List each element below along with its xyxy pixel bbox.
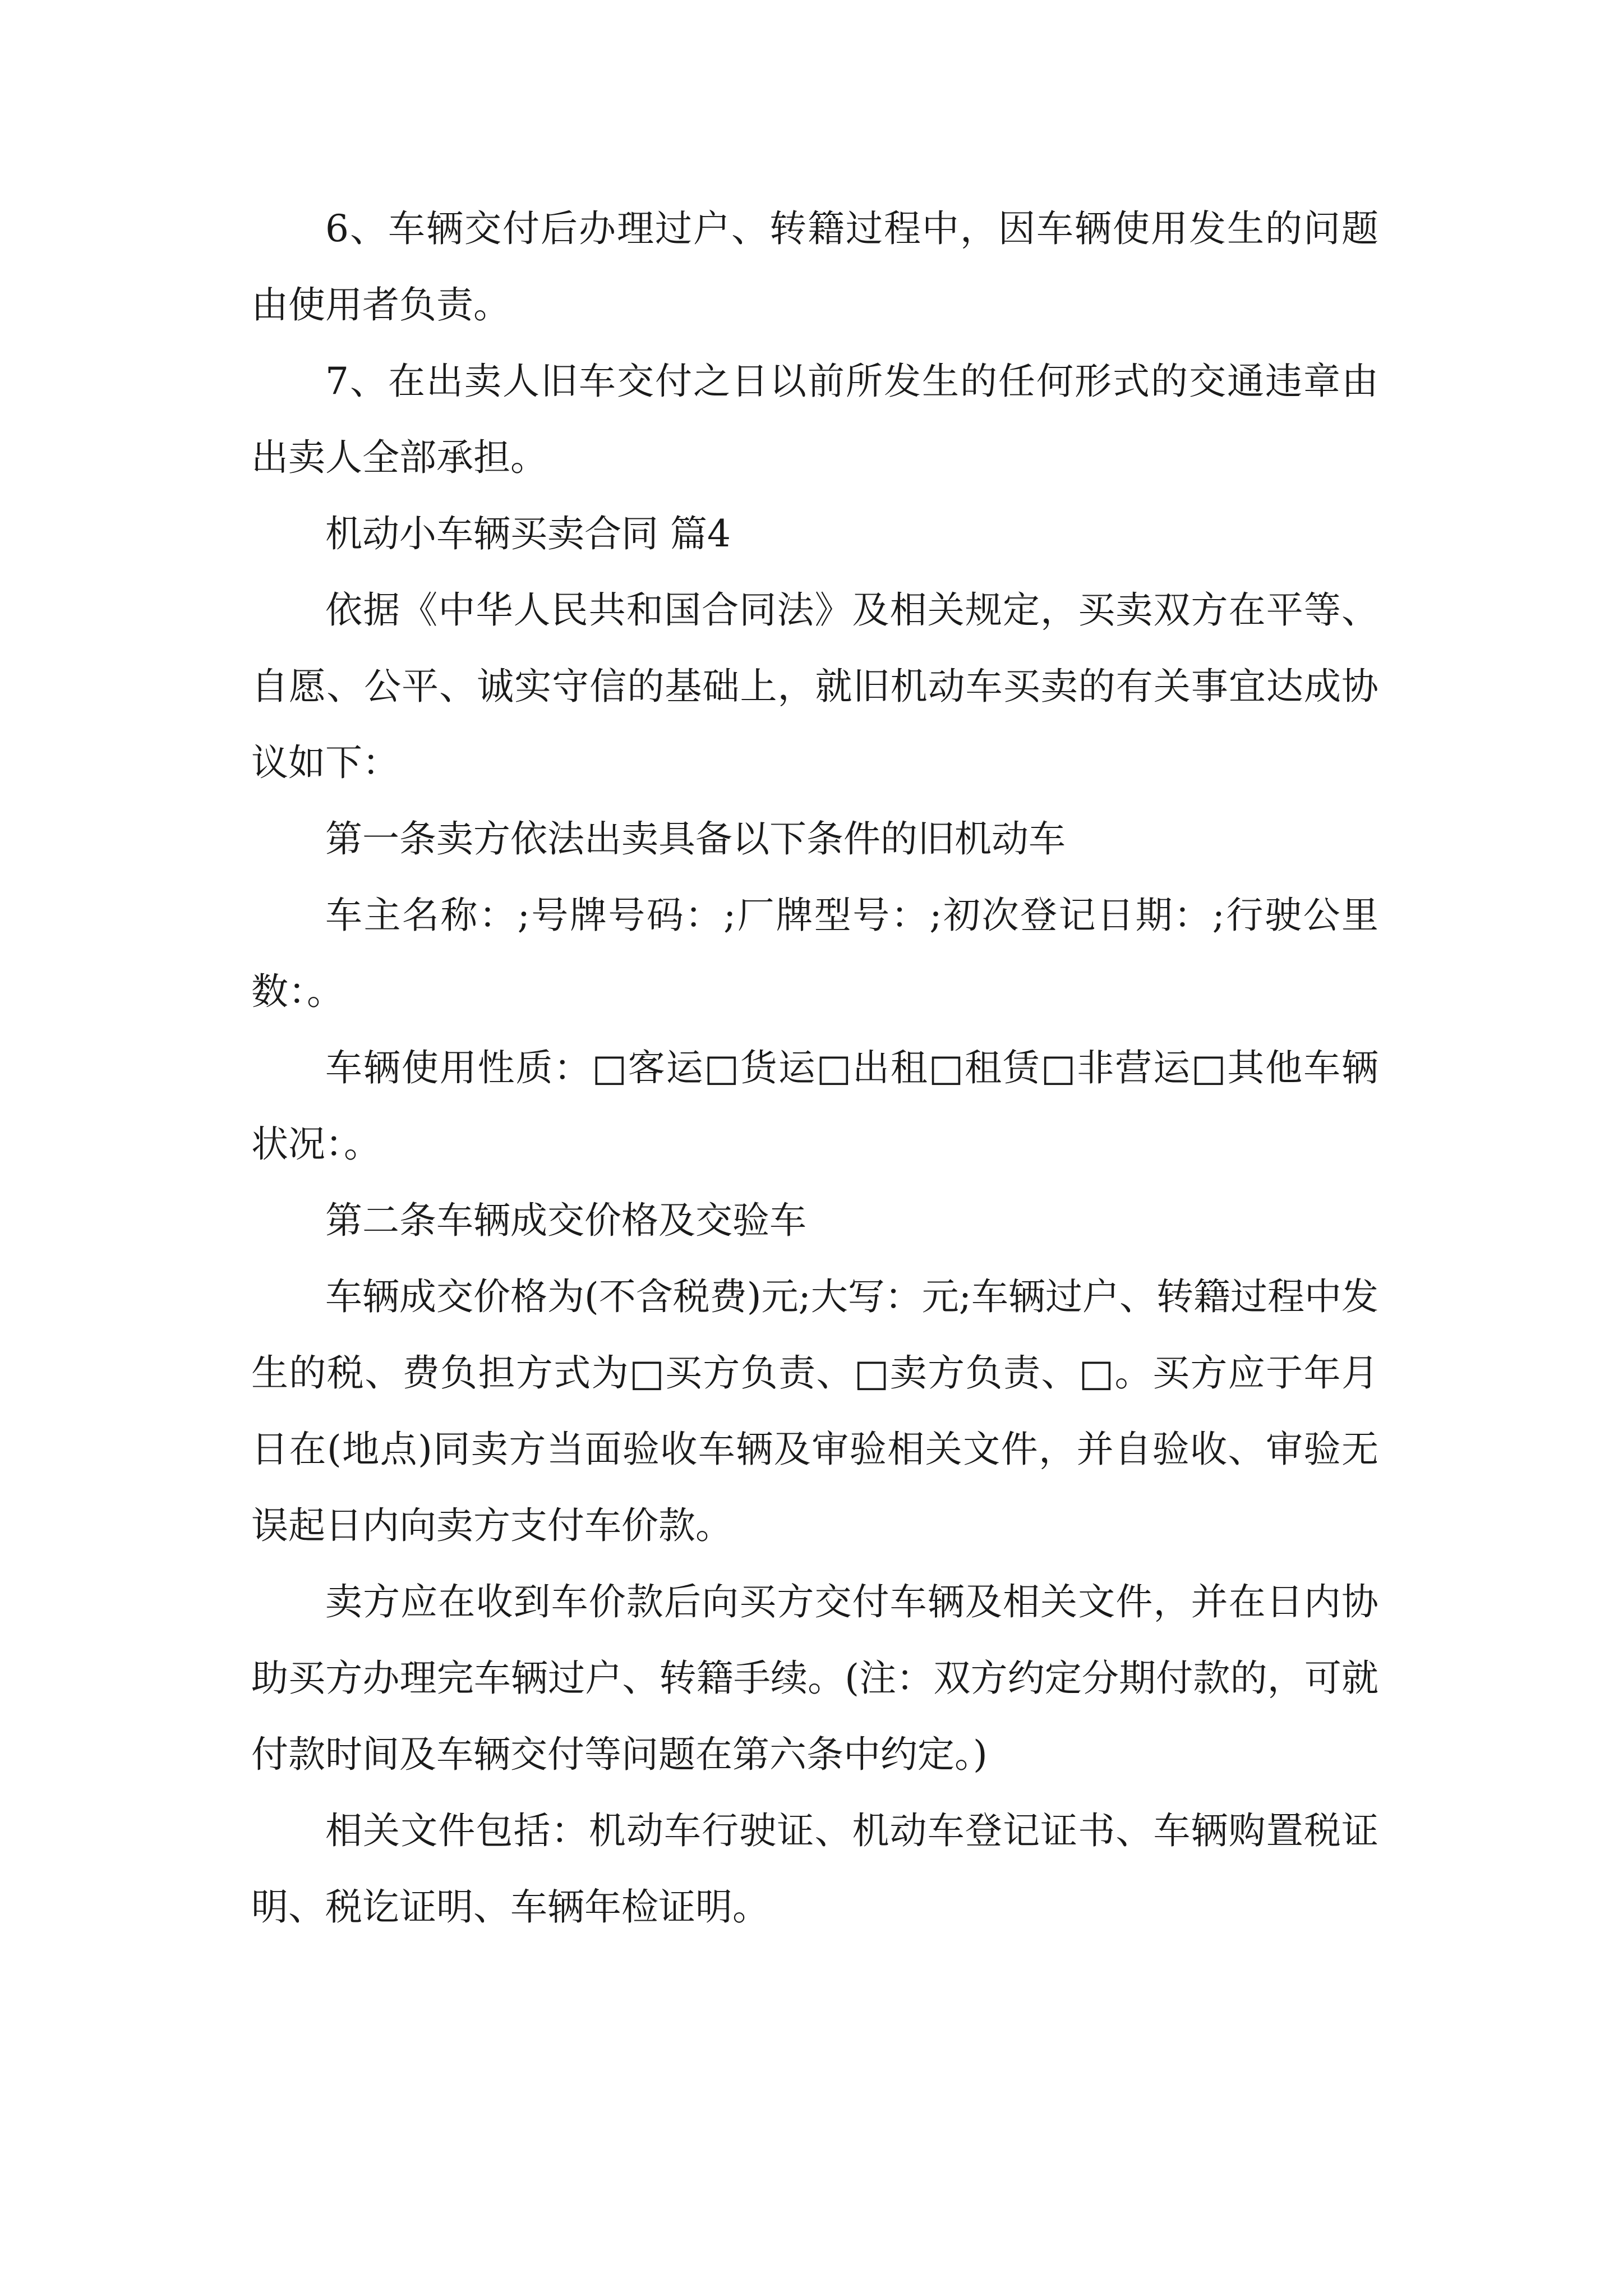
article-2-heading: 第二条车辆成交价格及交验车	[325, 1199, 806, 1242]
paragraph-delivery: 卖方应在收到车价款后向买方交付车辆及相关文件，并在日内协助买方办理完车辆过户、转籍手续。(注：双方约定分期付款的，可就付款时间及车辆交付等问题在第六条中约定。)	[251, 1580, 1378, 1776]
paragraph-clause-7: 7、在出卖人旧车交付之日以前所发生的任何形式的交通违章由出卖人全部承担。	[251, 360, 1378, 479]
section-title: 机动小车辆买卖合同 篇4	[325, 512, 731, 555]
paragraph-documents: 相关文件包括：机动车行驶证、机动车登记证书、车辆购置税证明、税讫证明、车辆年检证明。	[251, 1809, 1378, 1929]
paragraph-intro: 依据《中华人民共和国合同法》及相关规定，买卖双方在平等、自愿、公平、诚实守信的基础上，就旧机动车买卖的有关事宜达成协议如下：	[251, 588, 1378, 784]
paragraph-vehicle-use: 车辆使用性质：□客运□货运□出租□租赁□非营运□其他车辆状况：。	[251, 1046, 1378, 1166]
paragraph-vehicle-info: 车主名称：;号牌号码：;厂牌型号：;初次登记日期：;行驶公里数：。	[251, 894, 1378, 1013]
article-1-heading: 第一条卖方依法出卖具备以下条件的旧机动车	[325, 817, 1066, 861]
paragraph-clause-6: 6、车辆交付后办理过户、转籍过程中，因车辆使用发生的问题由使用者负责。	[251, 207, 1378, 326]
document-body	[251, 191, 1378, 1945]
paragraph-price: 车辆成交价格为(不含税费)元;大写：元;车辆过户、转籍过程中发生的税、费负担方式为□买方负责、□卖方负责、□。买方应于年月日在(地点)同卖方当面验收车辆及审验相关文件，并自验收、审验无误起日内向卖方支付车价款。	[251, 1275, 1378, 1547]
